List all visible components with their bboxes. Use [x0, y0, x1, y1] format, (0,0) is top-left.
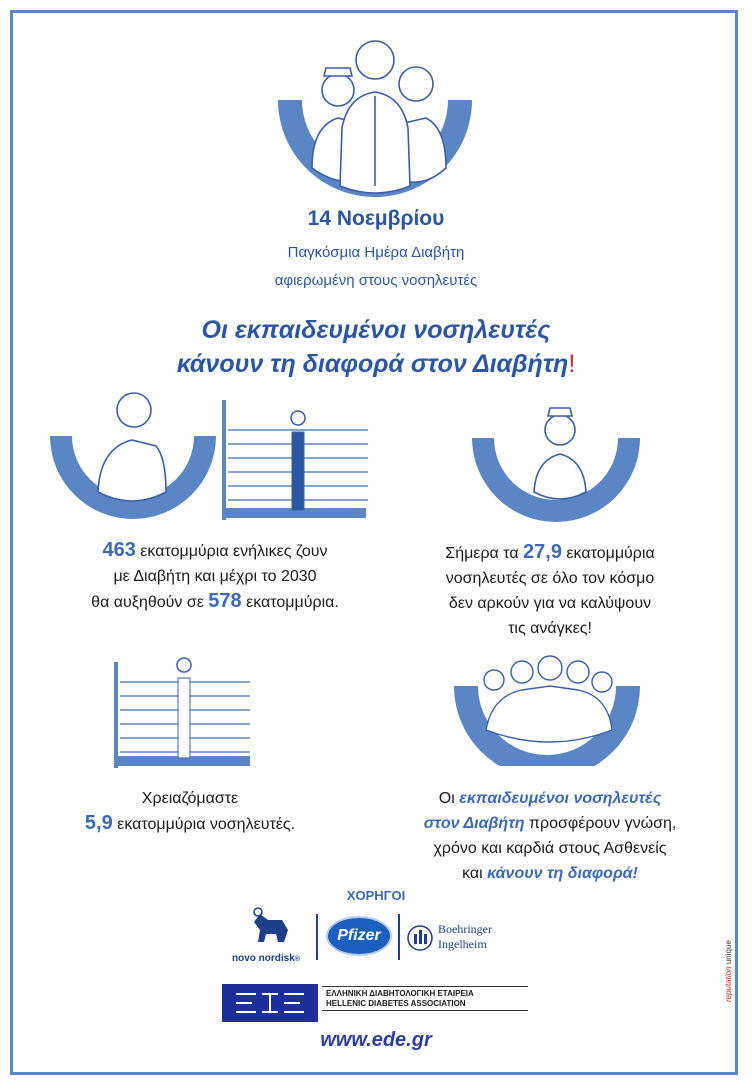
stat1-number-463: 463: [102, 539, 136, 561]
patient-body: [98, 440, 166, 501]
group-nurse-4: [567, 661, 589, 683]
association-name-gr: ΕΛΛΗΝΙΚΗ ΔΙΑΒΗΤΟΛΟΓΙΚΗ ΕΤΑΙΡΕΙΑ: [326, 989, 474, 998]
stat4-line4b: κάνουν τη διαφορά!: [487, 865, 638, 882]
stat2-line2: νοσηλευτές σε όλο τον κόσμο: [445, 570, 655, 587]
team-illustration: [250, 28, 500, 208]
stat4-line1b: εκπαιδευμένοι νοσηλευτές: [459, 790, 662, 807]
stat2-number: 27,9: [523, 541, 562, 563]
nurse-left-cap: [324, 68, 352, 76]
stat-diabetes-adults: [30, 538, 400, 615]
nurses-group-illustration: [452, 650, 642, 766]
group-nurse-3: [538, 656, 562, 680]
novo-nordisk-logo: [232, 906, 312, 962]
stat2-text1a: Σήμερα τα: [445, 545, 524, 562]
bar-chart-1: [220, 396, 370, 524]
event-subtitle-2: αφιερωμένη στους νοσηλευτές: [274, 272, 478, 289]
novo-bull-icon: [232, 906, 312, 946]
association-emblem-icon: [222, 984, 318, 1022]
group-nurse-5: [592, 672, 612, 692]
bar-chart-2-bar: [178, 678, 190, 758]
stat1-line2: με Διαβήτη και μέχρι το 2030: [113, 568, 317, 585]
boehringer-text-1: Boehringer: [438, 922, 492, 936]
bar-chart-1-figure: [291, 411, 305, 425]
headline-line2: [0, 350, 752, 379]
vertical-brand-2: unique: [724, 940, 733, 967]
nurse-cap: [548, 408, 572, 416]
association-rule-top: [322, 986, 528, 987]
bar-chart-2-axis: [114, 662, 118, 768]
association-name-en: HELLENIC DIABETES ASSOCIATION: [326, 999, 466, 1008]
website-link[interactable]: www.ede.gr: [320, 1029, 432, 1051]
vertical-credit: [724, 940, 733, 1002]
headline-exclamation: !: [568, 350, 576, 378]
bar-chart-1-bar: [292, 432, 304, 510]
headline-line1: Οι εκπαιδευμένοι νοσηλευτές: [201, 316, 551, 344]
doctor-center-head: [356, 41, 394, 79]
patient-head: [117, 393, 151, 427]
sponsor-divider-2: [398, 914, 400, 960]
boehringer-logo: [406, 920, 516, 962]
stat2-text1b: εκατομμύρια: [561, 545, 655, 562]
novo-mark: ®: [294, 956, 300, 963]
sponsor-divider-1: [316, 914, 318, 960]
stat2-line3: δεν αρκούν για να καλύψουν: [448, 595, 652, 612]
association-logo: [222, 984, 318, 1022]
doctor-right-head: [399, 67, 433, 101]
boehringer-text-2: Ingelheim: [438, 937, 487, 951]
stat1-text1: εκατομμύρια ενήλικες ζουν: [135, 543, 328, 560]
pfizer-logo: [326, 916, 392, 956]
group-bodies: [486, 686, 612, 742]
group-nurse-2: [511, 661, 533, 683]
stat3-number: 5,9: [84, 812, 113, 834]
nurse-illustration: [470, 398, 642, 528]
stat4-line2a: στον Διαβήτη: [423, 815, 525, 832]
stat4-line4a: και: [462, 865, 488, 882]
boehringer-icon: [406, 924, 434, 952]
nurse-left-head: [322, 74, 354, 106]
stat4-line3: χρόνο και καρδιά στους Ασθενείς: [433, 840, 667, 857]
stat3-line1: Χρειαζόμαστε: [141, 790, 239, 807]
stat4-line2b: προσφέρουν γνώση,: [524, 815, 677, 832]
stat-trained-nurses: [380, 786, 720, 886]
bar-chart-2-figure: [177, 658, 191, 672]
bar-chart-2: [112, 652, 252, 770]
association-rule-bottom: [322, 1010, 528, 1011]
event-date: 14 Νοεμβρίου: [307, 207, 445, 230]
stat3-text2: εκατομμύρια νοσηλευτές.: [112, 816, 296, 833]
nurse-head: [545, 415, 575, 445]
event-subtitle-1: Παγκόσμια Ημέρα Διαβήτη: [287, 244, 465, 261]
nurse-body: [534, 454, 586, 499]
pfizer-text: Pfizer: [337, 927, 381, 944]
vertical-brand: reputation: [724, 966, 733, 1002]
stat4-line1a: Οι: [438, 790, 460, 807]
group-nurse-1: [484, 670, 504, 690]
stat-nurses-needed: [20, 786, 360, 837]
novo-text: novo nordisk: [232, 953, 295, 964]
sponsors-title: ΧΟΡΗΓΟΙ: [346, 888, 406, 903]
stat-nurses-current: [400, 540, 700, 641]
headline-line2-text: κάνουν τη διαφορά στον Διαβήτη: [176, 350, 569, 378]
stat1-text3a: θα αυξηθούν σε: [91, 594, 209, 611]
stat2-line4: τις ανάγκες!: [508, 620, 592, 637]
stat1-text3b: εκατομμύρια.: [241, 594, 339, 611]
patient-illustration: [48, 388, 218, 538]
stat1-number-578: 578: [208, 590, 242, 612]
bar-chart-1-axis: [222, 400, 226, 520]
